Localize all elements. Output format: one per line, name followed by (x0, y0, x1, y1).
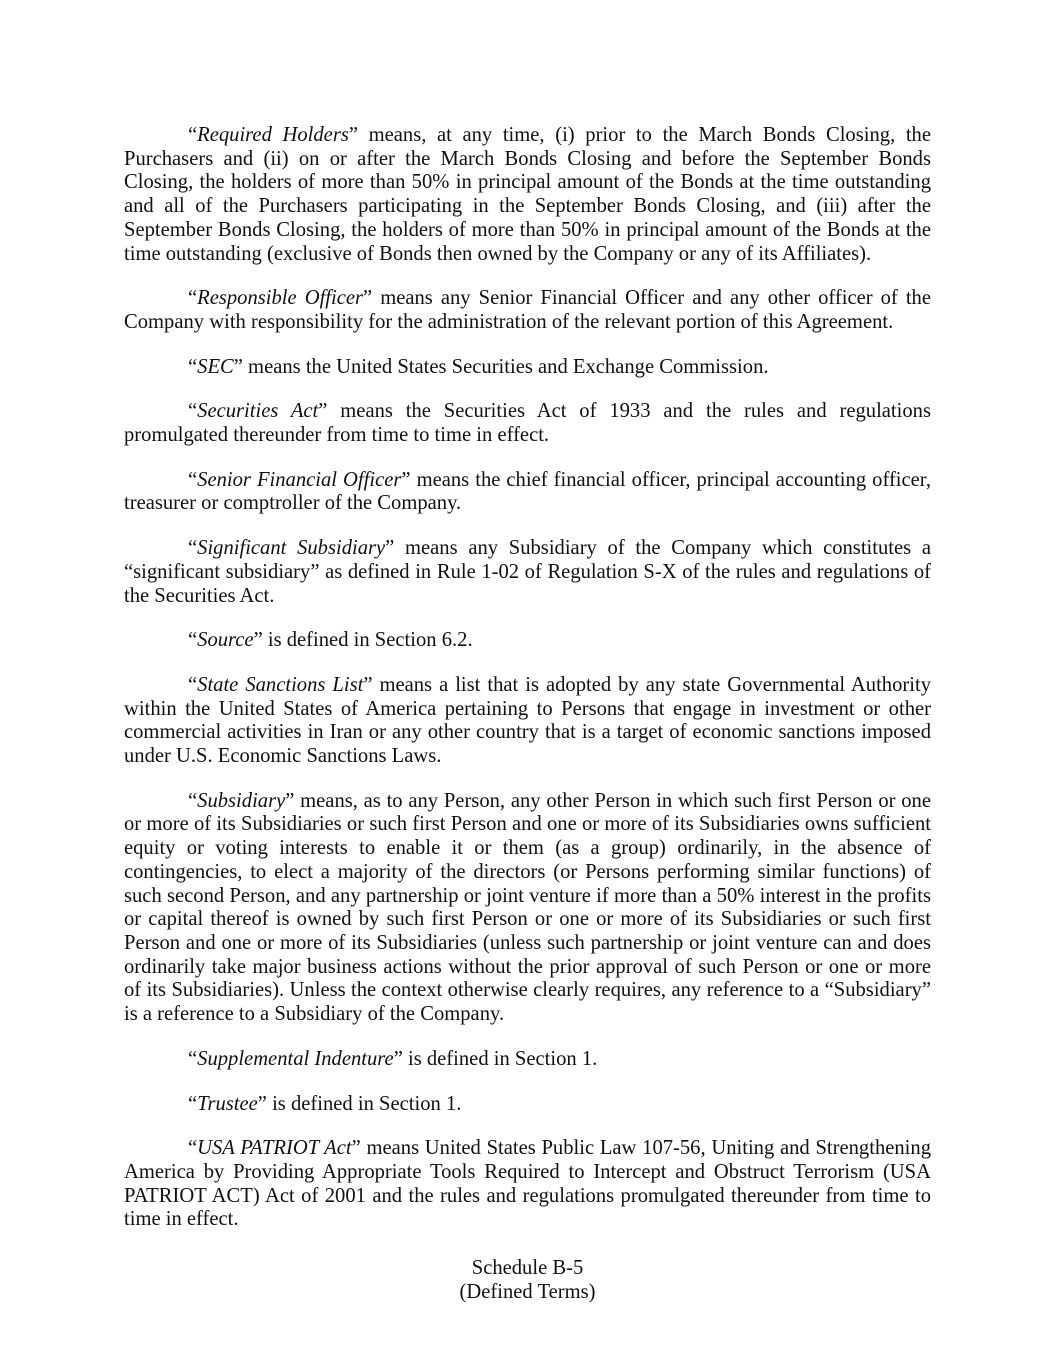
definition-text: is defined in Section 6.2. (262, 629, 473, 652)
schedule-label: Schedule B-5 (471, 1257, 584, 1279)
definition-text: means the Securities Act of 1933 and the rules and regulations promulgated thereunder from time to time in effect. (124, 400, 931, 447)
definition-text: means any Subsidiary of the Company which constitutes a “significant subsidiary” as defined in Rule 1-02 of Regulation S-X of the rules and regulations of the Securities Act. (124, 537, 931, 607)
definition-text: is defined in Section 1. (402, 1047, 598, 1070)
definition-text: means, as to any Person, any other Person in which such first Person or one or more of its Subsidiaries or such first Person and one or more of its Subsidiaries owns sufficient equity or voting interests to enable it or them (as a group) ordinarily, in the absence of contingencies, to elect a majority of the directors (or Persons performing similar functions) of such second Person, and any partnership or joint venture if more than a 50% interest in the profits or capital thereof is owned by such first Person or one or more of its Subsidiaries or such first Person and one or more of its Subsidiaries (unless such partnership or joint venture can and does ordinarily take major business actions without the prior approval of such Person or one or more of its Subsidiaries). Unless the context otherwise clearly requires, any reference to a “Subsidiary” is a reference to a Subsidiary of the Company. (124, 789, 931, 1026)
defined-term: Securities Act (197, 400, 319, 423)
definition-text: means United States Public Law 107-56, Uniting and Strengthening America by Providing Appropriate Tools Required to Intercept and Obstruct Terrorism (USA PATRIOT ACT) Act of 2001 and the rules and regulations promulgated thereunder from time to time in effect. (124, 1137, 931, 1231)
defined-term: Source (197, 629, 254, 652)
definition-sec: “SEC” means the United States Securities and Exchange Commission. (188, 355, 769, 378)
defined-term: Responsible Officer (197, 287, 364, 310)
defined-term: Significant Subsidiary (197, 537, 386, 560)
definition-source: “Source” is defined in Section 6.2. (188, 629, 473, 652)
defined-term: Required Holders (197, 124, 349, 146)
definition-text: means a list that is adopted by any state Governmental Authority within the United States of America pertaining to Persons that engage in investment or other commercial activities in Iran or any other country that is a target of economic sanctions imposed under U.S. Economic Sanctions Laws. (124, 673, 931, 768)
defined-term: Trustee (197, 1092, 258, 1115)
document-page (124, 124, 931, 1253)
definition-text: means the United States Securities and Exchange Commission. (242, 355, 769, 378)
definition-text: is defined in Section 1. (266, 1092, 462, 1115)
page-footer (0, 1256, 1055, 1304)
definition-text: means, at any time, (i) prior to the March Bonds Closing, the Purchasers and (ii) on or after the March Bonds Closing and before the September Bonds Closing, the holders of more than 50% in principal amount of the Bonds at the time outstanding and all of the Purchasers participating in the September Bonds Closing, and (iii) after the September Bonds Closing, the holders of more than 50% in principal amount of the Bonds at the time outstanding (exclusive of Bonds then owned by the Company or any of its Affiliates). (124, 124, 931, 265)
defined-term: SEC (197, 355, 234, 378)
defined-term: USA PATRIOT Act (197, 1137, 352, 1160)
definition-responsible-officer: “Responsible Officer” means any Senior Financial Officer and any other officer of the Company with responsibility for the administration of the relevant portion of this Agreement. (124, 287, 931, 333)
definition-state-sanctions-list: “State Sanctions List” means a list that is adopted by any state Governmental Authority within the United States of America pertaining to Persons that engage in investment or other commercial activities in Iran or any other country that is a target of economic sanctions imposed under U.S. Economic Sanctions Laws. (124, 673, 931, 768)
defined-term: Senior Financial Officer (197, 468, 402, 491)
defined-term: State Sanctions List (197, 673, 364, 696)
defined-term: Supplemental Indenture (197, 1047, 394, 1070)
definition-securities-act: “Securities Act” means the Securities Act of 1933 and the rules and regulations promulgated thereunder from time to time in effect. (124, 400, 931, 447)
definition-usa-patriot-act: “USA PATRIOT Act” means United States Public Law 107-56, Uniting and Strengthening America by Providing Appropriate Tools Required to Intercept and Obstruct Terrorism (USA PATRIOT ACT) Act of 2001 and the rules and regulations promulgated thereunder from time to time in effect. (124, 1137, 931, 1231)
definition-text: means the chief financial officer, principal accounting officer, treasurer or comptroller of the Company. (124, 468, 931, 515)
defined-term: Subsidiary (197, 789, 286, 812)
definition-senior-financial-officer: “Senior Financial Officer” means the chief financial officer, principal accounting officer, treasurer or comptroller of the Company. (124, 468, 931, 515)
definition-significant-subsidiary: “Significant Subsidiary” means any Subsidiary of the Company which constitutes a “significant subsidiary” as defined in Rule 1-02 of Regulation S-X of the rules and regulations of the Securities Act. (124, 537, 931, 607)
definition-trustee: “Trustee” is defined in Section 1. (188, 1092, 462, 1115)
definition-supplemental-indenture: “Supplemental Indenture” is defined in Section 1. (188, 1047, 598, 1070)
definition-text: means any Senior Financial Officer and any other officer of the Company with responsibility for the administration of the relevant portion of this Agreement. (124, 287, 931, 333)
schedule-subtitle: (Defined Terms) (459, 1281, 596, 1303)
definition-subsidiary: “Subsidiary” means, as to any Person, any other Person in which such first Person or one or more of its Subsidiaries or such first Person and one or more of its Subsidiaries owns sufficient equity or voting interests to enable it or them (as a group) ordinarily, in the absence of contingencies, to elect a majority of the directors (or Persons performing similar functions) of such second Person, and any partnership or joint venture if more than a 50% interest in the profits or capital thereof is owned by such first Person or one or more of its Subsidiaries or such first Person and one or more of its Subsidiaries (unless such partnership or joint venture can and does ordinarily take major business actions without the prior approval of such Person or one or more of its Subsidiaries). Unless the context otherwise clearly requires, any reference to a “Subsidiary” is a reference to a Subsidiary of the Company. (124, 789, 931, 1026)
definition-required-holders: “Required Holders” means, at any time, (i) prior to the March Bonds Closing, the Purchasers and (ii) on or after the March Bonds Closing and before the September Bonds Closing, the holders of more than 50% in principal amount of the Bonds at the time outstanding and all of the Purchasers participating in the September Bonds Closing, and (iii) after the September Bonds Closing, the holders of more than 50% in principal amount of the Bonds at the time outstanding (exclusive of Bonds then owned by the Company or any of its Affiliates). (124, 124, 931, 265)
